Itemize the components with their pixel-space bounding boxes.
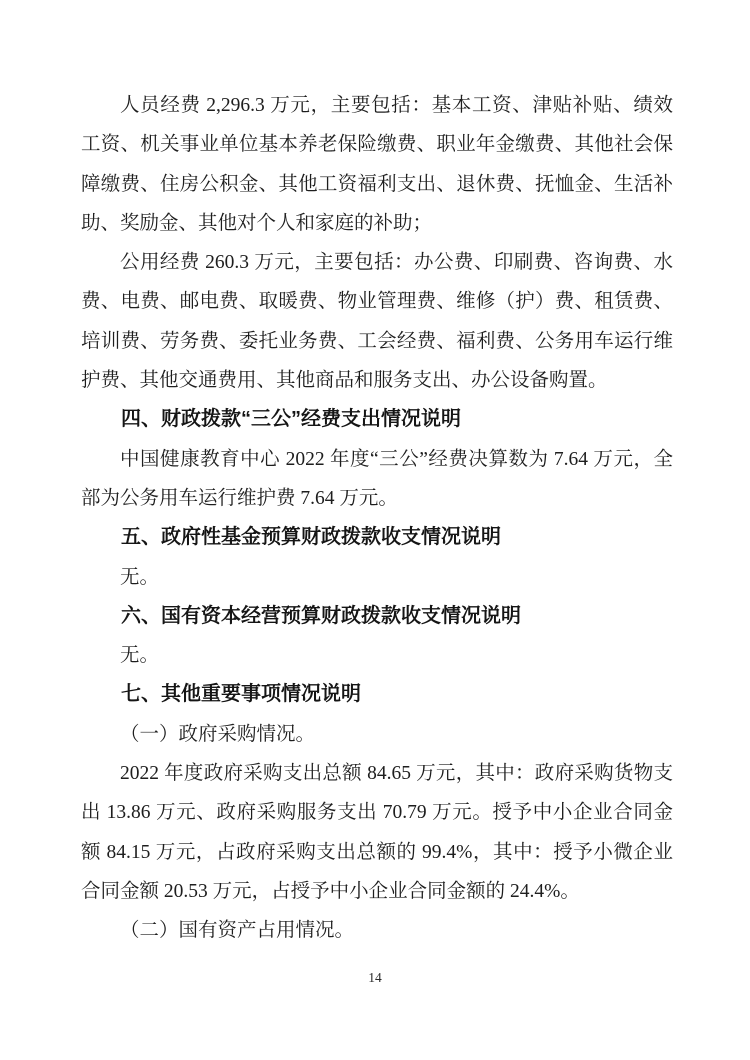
page-footer <box>0 970 750 986</box>
page-number: 14 <box>368 970 382 985</box>
para-personnel-line-2: 工资、机关事业单位基本养老保险缴费、职业年金缴费、其他社会保 <box>81 134 673 156</box>
para-public-line-2: 费、电费、邮电费、取暖费、物业管理费、维修（护）费、租赁费、 <box>81 291 673 313</box>
para-procurement-line-2: 出 13.86 万元、政府采购服务支出 70.79 万元。授予中小企业合同金 <box>81 802 673 824</box>
para-personnel-line-4: 助、奖励金、其他对个人和家庭的补助； <box>81 212 433 234</box>
para-sangong-line-2: 部为公务用车运行维护费 7.64 万元。 <box>81 487 398 509</box>
para-personnel-line-1: 人员经费 2,296.3 万元，主要包括：基本工资、津贴补贴、绩效 <box>120 95 673 116</box>
heading-section-6: 六、国有资本经营预算财政拨款收支情况说明 <box>121 604 521 627</box>
para-personnel-line-3: 障缴费、住房公积金、其他工资福利支出、退休费、抚恤金、生活补 <box>81 173 673 195</box>
para-section-6-none: 无。 <box>120 645 160 667</box>
subheading-procurement: （一）政府采购情况。 <box>120 723 316 745</box>
heading-section-4: 四、财政拨款“三公”经费支出情况说明 <box>121 408 461 431</box>
heading-section-7: 七、其他重要事项情况说明 <box>121 683 361 706</box>
para-sangong-line-1: 中国健康教育中心 2022 年度“三公”经费决算数为 7.64 万元，全 <box>120 448 673 470</box>
heading-section-5: 五、政府性基金预算财政拨款收支情况说明 <box>121 526 501 549</box>
para-public-line-3: 培训费、劳务费、委托业务费、工会经费、福利费、公务用车运行维 <box>81 330 673 352</box>
para-procurement-line-3: 额 84.15 万元，占政府采购支出总额的 99.4%，其中：授予小微企业 <box>81 841 673 863</box>
para-procurement-line-4: 合同金额 20.53 万元，占授予中小企业合同金额的 24.4%。 <box>81 880 580 902</box>
subheading-state-assets: （二）国有资产占用情况。 <box>120 920 355 942</box>
para-section-5-none: 无。 <box>120 566 160 588</box>
para-public-line-4: 护费、其他交通费用、其他商品和服务支出、办公设备购置。 <box>81 370 608 392</box>
para-procurement-line-1: 2022 年度政府采购支出总额 84.65 万元，其中：政府采购货物支 <box>120 763 673 785</box>
para-public-line-1: 公用经费 260.3 万元，主要包括：办公费、印刷费、咨询费、水 <box>120 252 673 274</box>
document-content <box>81 86 673 951</box>
